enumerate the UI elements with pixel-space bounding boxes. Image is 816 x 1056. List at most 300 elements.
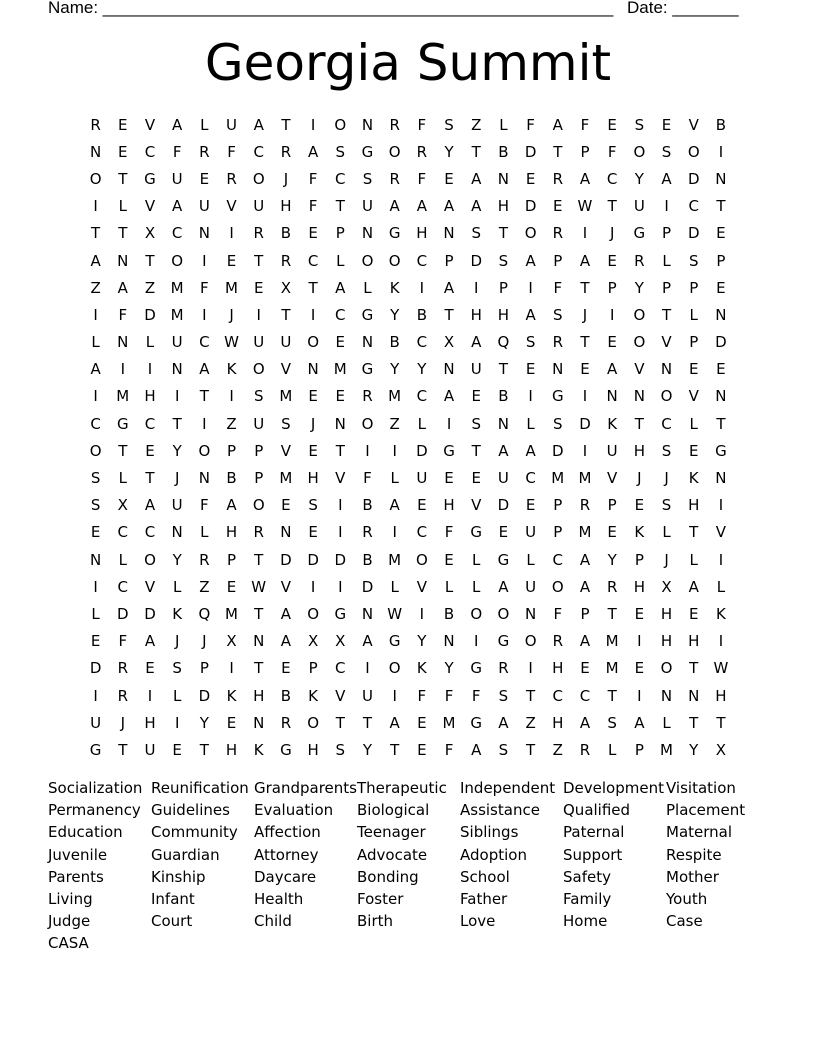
grid-cell[interactable]: N — [89, 142, 102, 161]
grid-cell[interactable]: F — [308, 169, 318, 188]
grid-cell[interactable]: H — [660, 604, 673, 623]
grid-cell[interactable]: P — [254, 441, 264, 460]
grid-cell[interactable]: I — [419, 278, 425, 297]
grid-cell[interactable]: K — [715, 604, 726, 623]
grid-cell[interactable]: T — [661, 305, 672, 324]
grid-cell[interactable]: A — [579, 713, 591, 732]
grid-cell[interactable]: V — [634, 360, 645, 379]
grid-cell[interactable]: V — [661, 333, 672, 352]
grid-cell[interactable]: T — [254, 550, 264, 569]
grid-cell[interactable]: Y — [390, 360, 400, 379]
grid-cell[interactable]: E — [688, 441, 699, 460]
grid-cell[interactable]: T — [362, 713, 373, 732]
grid-cell[interactable]: A — [498, 713, 509, 732]
grid-cell[interactable]: X — [226, 632, 237, 651]
grid-cell[interactable]: I — [365, 659, 370, 678]
grid-cell[interactable]: C — [525, 469, 536, 488]
grid-cell[interactable]: X — [715, 740, 727, 759]
grid-cell[interactable]: A — [144, 496, 156, 515]
grid-cell[interactable]: E — [716, 278, 726, 297]
grid-cell[interactable]: B — [226, 469, 237, 488]
grid-cell[interactable]: E — [471, 469, 481, 488]
grid-cell[interactable]: O — [660, 387, 673, 406]
grid-cell[interactable]: U — [361, 686, 373, 705]
grid-cell[interactable]: H — [307, 740, 319, 759]
grid-cell[interactable]: J — [582, 305, 588, 324]
grid-cell[interactable]: S — [661, 142, 672, 161]
grid-cell[interactable]: X — [144, 224, 156, 243]
grid-cell[interactable]: M — [578, 469, 592, 488]
grid-cell[interactable]: V — [335, 469, 346, 488]
grid-cell[interactable]: E — [226, 713, 237, 732]
grid-cell[interactable]: M — [388, 550, 402, 569]
grid-cell[interactable]: R — [117, 659, 128, 678]
grid-cell[interactable]: W — [713, 659, 729, 678]
grid-cell[interactable]: C — [688, 197, 699, 216]
grid-cell[interactable]: A — [498, 441, 509, 460]
grid-cell[interactable]: H — [470, 305, 482, 324]
grid-cell[interactable]: K — [634, 523, 645, 542]
grid-cell[interactable]: N — [524, 604, 537, 623]
grid-cell[interactable]: A — [172, 115, 183, 134]
grid-cell[interactable]: I — [419, 604, 425, 623]
grid-cell[interactable]: W — [387, 604, 403, 623]
grid-cell[interactable]: I — [664, 197, 669, 216]
grid-cell[interactable]: N — [688, 686, 700, 705]
grid-cell[interactable]: E — [471, 387, 481, 406]
grid-cell[interactable]: B — [416, 305, 427, 324]
grid-cell[interactable]: M — [605, 659, 619, 678]
grid-cell[interactable]: E — [417, 496, 427, 515]
grid-cell[interactable]: K — [226, 686, 237, 705]
grid-cell[interactable]: G — [551, 387, 564, 406]
grid-cell[interactable]: O — [334, 115, 347, 134]
grid-cell[interactable]: P — [689, 333, 699, 352]
grid-cell[interactable]: P — [634, 740, 644, 759]
grid-cell[interactable]: A — [634, 713, 645, 732]
grid-cell[interactable]: L — [417, 414, 427, 433]
grid-cell[interactable]: T — [390, 740, 400, 759]
grid-cell[interactable]: N — [715, 305, 727, 324]
grid-cell[interactable]: T — [254, 251, 264, 270]
grid-cell[interactable]: O — [307, 713, 319, 732]
grid-cell[interactable]: P — [254, 469, 264, 488]
grid-cell[interactable]: H — [144, 387, 156, 406]
grid-cell[interactable]: E — [335, 333, 346, 352]
grid-cell[interactable]: O — [388, 142, 401, 161]
grid-cell[interactable]: T — [118, 169, 128, 188]
grid-cell[interactable]: H — [443, 496, 455, 515]
grid-cell[interactable]: H — [225, 740, 238, 759]
grid-cell[interactable]: O — [89, 441, 102, 460]
grid-cell[interactable]: T — [145, 469, 155, 488]
grid-cell[interactable]: E — [308, 224, 318, 243]
grid-cell[interactable]: N — [552, 360, 564, 379]
grid-cell[interactable]: Y — [362, 740, 373, 759]
grid-cell[interactable]: Z — [552, 740, 563, 759]
grid-cell[interactable]: S — [661, 441, 672, 460]
grid-cell[interactable]: I — [609, 305, 615, 324]
grid-cell[interactable]: A — [389, 713, 400, 732]
grid-cell[interactable]: T — [526, 740, 536, 759]
grid-cell[interactable]: P — [199, 659, 209, 678]
grid-cell[interactable]: S — [498, 686, 509, 705]
grid-cell[interactable]: H — [144, 713, 156, 732]
grid-cell[interactable]: H — [688, 632, 700, 651]
grid-cell[interactable]: E — [607, 115, 617, 134]
grid-cell[interactable]: J — [664, 469, 669, 488]
grid-cell[interactable]: M — [225, 278, 238, 297]
grid-cell[interactable]: I — [338, 496, 343, 515]
grid-cell[interactable]: G — [280, 740, 292, 759]
grid-cell[interactable]: H — [552, 659, 564, 678]
grid-cell[interactable]: F — [444, 523, 454, 542]
grid-cell[interactable]: A — [471, 197, 482, 216]
grid-cell[interactable]: T — [308, 278, 318, 297]
grid-cell[interactable]: I — [256, 305, 261, 324]
grid-cell[interactable]: S — [335, 740, 346, 759]
grid-cell[interactable]: T — [716, 414, 726, 433]
grid-cell[interactable]: R — [280, 142, 292, 161]
grid-cell[interactable]: U — [280, 333, 292, 352]
grid-cell[interactable]: Y — [444, 659, 454, 678]
grid-cell[interactable]: E — [308, 523, 318, 542]
grid-cell[interactable]: U — [171, 333, 183, 352]
grid-cell[interactable]: I — [528, 387, 533, 406]
grid-cell[interactable]: D — [524, 197, 537, 216]
grid-cell[interactable]: C — [117, 577, 129, 596]
grid-cell[interactable]: Z — [90, 278, 101, 297]
grid-cell[interactable]: H — [660, 632, 673, 651]
grid-cell[interactable]: U — [226, 115, 238, 134]
grid-cell[interactable]: L — [118, 550, 127, 569]
grid-cell[interactable]: F — [308, 197, 318, 216]
grid-cell[interactable]: N — [497, 169, 510, 188]
grid-cell[interactable]: O — [361, 251, 374, 270]
grid-cell[interactable]: X — [117, 496, 128, 515]
grid-cell[interactable]: F — [363, 469, 372, 488]
grid-cell[interactable]: R — [552, 333, 563, 352]
grid-cell[interactable]: O — [551, 577, 564, 596]
grid-cell[interactable]: L — [662, 523, 671, 542]
grid-cell[interactable]: R — [90, 115, 101, 134]
grid-cell[interactable]: U — [525, 523, 537, 542]
grid-cell[interactable]: W — [224, 333, 239, 352]
grid-cell[interactable]: J — [637, 469, 642, 488]
grid-cell[interactable]: T — [199, 740, 209, 759]
grid-cell[interactable]: I — [365, 441, 370, 460]
grid-cell[interactable]: Z — [199, 577, 210, 596]
grid-cell[interactable]: T — [689, 523, 699, 542]
grid-cell[interactable]: E — [688, 360, 699, 379]
grid-cell[interactable]: L — [472, 550, 481, 569]
grid-cell[interactable]: O — [252, 360, 265, 379]
grid-cell[interactable]: G — [334, 604, 347, 623]
grid-cell[interactable]: A — [443, 278, 455, 297]
grid-cell[interactable]: I — [93, 577, 98, 596]
grid-cell[interactable]: T — [335, 441, 345, 460]
grid-cell[interactable]: N — [117, 251, 129, 270]
grid-cell[interactable]: M — [551, 469, 565, 488]
grid-cell[interactable]: T — [716, 713, 726, 732]
grid-cell[interactable]: T — [118, 740, 128, 759]
grid-cell[interactable]: E — [417, 713, 427, 732]
grid-cell[interactable]: P — [607, 496, 617, 515]
grid-cell[interactable]: C — [171, 224, 183, 243]
grid-cell[interactable]: V — [607, 469, 618, 488]
grid-cell[interactable]: T — [118, 224, 128, 243]
grid-cell[interactable]: I — [582, 441, 588, 460]
grid-cell[interactable]: D — [687, 169, 700, 188]
grid-cell[interactable]: L — [390, 469, 399, 488]
grid-cell[interactable]: A — [307, 142, 319, 161]
grid-cell[interactable]: L — [716, 577, 726, 596]
grid-cell[interactable]: E — [417, 740, 427, 759]
grid-cell[interactable]: U — [416, 469, 428, 488]
grid-cell[interactable]: G — [470, 523, 483, 542]
grid-cell[interactable]: L — [172, 686, 182, 705]
grid-cell[interactable]: P — [662, 224, 672, 243]
grid-cell[interactable]: T — [199, 387, 209, 406]
grid-cell[interactable]: W — [577, 197, 593, 216]
grid-cell[interactable]: R — [552, 632, 563, 651]
grid-cell[interactable]: I — [93, 305, 98, 324]
grid-cell[interactable]: V — [144, 577, 156, 596]
grid-cell[interactable]: C — [144, 142, 156, 161]
grid-cell[interactable]: P — [308, 659, 318, 678]
grid-cell[interactable]: I — [582, 387, 588, 406]
grid-cell[interactable]: P — [607, 278, 617, 297]
grid-cell[interactable]: U — [253, 414, 265, 433]
grid-cell[interactable]: D — [117, 604, 129, 623]
grid-cell[interactable]: A — [362, 632, 373, 651]
grid-cell[interactable]: G — [388, 632, 401, 651]
grid-cell[interactable]: F — [227, 142, 236, 161]
grid-cell[interactable]: R — [199, 142, 210, 161]
grid-cell[interactable]: W — [251, 577, 267, 596]
grid-cell[interactable]: S — [688, 251, 699, 270]
grid-cell[interactable]: T — [634, 414, 644, 433]
grid-cell[interactable]: M — [605, 632, 619, 651]
grid-cell[interactable]: E — [118, 115, 128, 134]
grid-cell[interactable]: E — [716, 224, 726, 243]
grid-cell[interactable]: E — [688, 604, 699, 623]
grid-cell[interactable]: M — [388, 387, 402, 406]
grid-cell[interactable]: T — [281, 115, 291, 134]
grid-cell[interactable]: S — [661, 496, 672, 515]
grid-cell[interactable]: O — [252, 496, 265, 515]
grid-cell[interactable]: R — [498, 659, 509, 678]
grid-cell[interactable]: P — [689, 278, 699, 297]
grid-cell[interactable]: N — [715, 387, 727, 406]
grid-cell[interactable]: O — [633, 333, 646, 352]
grid-cell[interactable]: H — [253, 686, 265, 705]
grid-cell[interactable]: P — [444, 251, 454, 270]
grid-cell[interactable]: R — [634, 251, 645, 270]
grid-cell[interactable]: M — [660, 740, 673, 759]
grid-cell[interactable]: E — [716, 360, 726, 379]
grid-cell[interactable]: P — [335, 224, 345, 243]
grid-cell[interactable]: L — [336, 251, 345, 270]
grid-cell[interactable]: C — [416, 387, 428, 406]
grid-cell[interactable]: G — [497, 550, 510, 569]
grid-cell[interactable]: B — [280, 224, 292, 243]
grid-cell[interactable]: I — [446, 414, 452, 433]
grid-cell[interactable]: O — [660, 659, 673, 678]
grid-cell[interactable]: T — [254, 604, 264, 623]
grid-cell[interactable]: U — [525, 577, 537, 596]
grid-cell[interactable]: I — [392, 441, 397, 460]
grid-cell[interactable]: L — [91, 333, 100, 352]
grid-cell[interactable]: N — [171, 360, 183, 379]
grid-cell[interactable]: L — [526, 414, 535, 433]
grid-cell[interactable]: A — [144, 632, 156, 651]
grid-cell[interactable]: T — [172, 414, 182, 433]
grid-cell[interactable]: N — [361, 604, 374, 623]
grid-cell[interactable]: K — [308, 686, 319, 705]
grid-cell[interactable]: C — [335, 659, 346, 678]
grid-cell[interactable]: Q — [198, 604, 211, 623]
grid-cell[interactable]: Y — [607, 550, 617, 569]
grid-cell[interactable]: O — [633, 305, 646, 324]
grid-cell[interactable]: A — [389, 197, 400, 216]
grid-cell[interactable]: O — [415, 550, 428, 569]
grid-cell[interactable]: I — [229, 387, 234, 406]
grid-cell[interactable]: L — [689, 305, 698, 324]
grid-cell[interactable]: A — [471, 333, 482, 352]
grid-cell[interactable]: B — [443, 604, 455, 623]
grid-cell[interactable]: A — [579, 550, 591, 569]
grid-cell[interactable]: C — [335, 305, 346, 324]
grid-cell[interactable]: H — [715, 686, 727, 705]
grid-cell[interactable]: R — [117, 686, 128, 705]
grid-cell[interactable]: D — [307, 550, 319, 569]
grid-cell[interactable]: T — [580, 278, 590, 297]
grid-cell[interactable]: A — [280, 632, 292, 651]
grid-cell[interactable]: E — [498, 523, 509, 542]
grid-cell[interactable]: I — [202, 414, 207, 433]
grid-cell[interactable]: N — [715, 169, 727, 188]
grid-cell[interactable]: D — [89, 659, 102, 678]
grid-cell[interactable]: M — [116, 387, 130, 406]
grid-cell[interactable]: L — [172, 577, 182, 596]
grid-cell[interactable]: E — [308, 441, 318, 460]
grid-cell[interactable]: G — [470, 713, 483, 732]
grid-cell[interactable]: I — [582, 224, 588, 243]
grid-cell[interactable]: E — [226, 577, 237, 596]
grid-cell[interactable]: C — [253, 142, 264, 161]
grid-cell[interactable]: I — [174, 713, 180, 732]
grid-cell[interactable]: N — [253, 713, 265, 732]
grid-cell[interactable]: O — [89, 169, 102, 188]
grid-cell[interactable]: Z — [471, 115, 482, 134]
grid-cell[interactable]: N — [198, 224, 210, 243]
grid-cell[interactable]: T — [689, 659, 699, 678]
grid-cell[interactable]: C — [416, 251, 428, 270]
grid-cell[interactable]: L — [662, 713, 671, 732]
grid-cell[interactable]: T — [526, 686, 536, 705]
grid-cell[interactable]: J — [310, 414, 316, 433]
grid-cell[interactable]: G — [715, 441, 727, 460]
grid-cell[interactable]: B — [498, 142, 509, 161]
grid-cell[interactable]: R — [606, 577, 618, 596]
grid-cell[interactable]: V — [715, 523, 727, 542]
grid-cell[interactable]: A — [607, 360, 618, 379]
grid-cell[interactable]: O — [633, 142, 646, 161]
grid-cell[interactable]: F — [200, 278, 209, 297]
grid-cell[interactable]: T — [580, 333, 590, 352]
grid-cell[interactable]: I — [528, 659, 533, 678]
grid-cell[interactable]: S — [553, 305, 563, 324]
grid-cell[interactable]: N — [443, 632, 455, 651]
grid-cell[interactable]: D — [579, 414, 591, 433]
grid-cell[interactable]: V — [226, 197, 237, 216]
grid-cell[interactable]: T — [689, 713, 699, 732]
grid-cell[interactable]: Z — [144, 278, 156, 297]
grid-cell[interactable]: L — [662, 251, 671, 270]
grid-cell[interactable]: G — [361, 142, 374, 161]
grid-cell[interactable]: S — [498, 740, 509, 759]
grid-cell[interactable]: D — [361, 577, 374, 596]
grid-cell[interactable]: I — [174, 387, 180, 406]
grid-cell[interactable]: F — [172, 142, 182, 161]
grid-cell[interactable]: L — [200, 523, 209, 542]
grid-cell[interactable]: Z — [525, 713, 536, 732]
grid-cell[interactable]: A — [226, 496, 237, 515]
grid-cell[interactable]: S — [172, 659, 182, 678]
grid-cell[interactable]: I — [637, 632, 642, 651]
grid-cell[interactable]: G — [89, 740, 102, 759]
grid-cell[interactable]: V — [688, 115, 699, 134]
grid-cell[interactable]: G — [388, 224, 401, 243]
grid-cell[interactable]: F — [118, 305, 128, 324]
grid-cell[interactable]: E — [172, 740, 182, 759]
grid-cell[interactable]: P — [662, 278, 672, 297]
grid-cell[interactable]: I — [147, 360, 153, 379]
grid-cell[interactable]: S — [253, 387, 264, 406]
grid-cell[interactable]: O — [524, 224, 537, 243]
grid-cell[interactable]: X — [280, 278, 292, 297]
grid-cell[interactable]: A — [172, 197, 183, 216]
grid-cell[interactable]: F — [553, 278, 563, 297]
grid-cell[interactable]: U — [606, 441, 618, 460]
grid-cell[interactable]: T — [91, 224, 101, 243]
grid-cell[interactable]: S — [444, 115, 454, 134]
grid-cell[interactable]: A — [253, 115, 264, 134]
grid-cell[interactable]: Q — [497, 333, 510, 352]
grid-cell[interactable]: C — [144, 523, 156, 542]
grid-cell[interactable]: C — [90, 414, 101, 433]
grid-cell[interactable]: A — [471, 740, 482, 759]
grid-cell[interactable]: L — [689, 550, 698, 569]
grid-cell[interactable]: R — [552, 169, 563, 188]
grid-cell[interactable]: A — [579, 169, 591, 188]
grid-cell[interactable]: L — [118, 197, 127, 216]
grid-cell[interactable]: N — [361, 224, 374, 243]
grid-cell[interactable]: G — [361, 360, 374, 379]
grid-cell[interactable]: N — [660, 360, 673, 379]
grid-cell[interactable]: S — [335, 142, 346, 161]
grid-cell[interactable]: D — [552, 441, 564, 460]
grid-cell[interactable]: A — [579, 251, 591, 270]
grid-cell[interactable]: E — [634, 604, 645, 623]
grid-cell[interactable]: N — [497, 414, 510, 433]
grid-cell[interactable]: L — [363, 278, 372, 297]
grid-cell[interactable]: R — [389, 115, 400, 134]
grid-cell[interactable]: K — [389, 278, 400, 297]
grid-cell[interactable]: A — [471, 169, 482, 188]
grid-cell[interactable]: D — [198, 686, 211, 705]
